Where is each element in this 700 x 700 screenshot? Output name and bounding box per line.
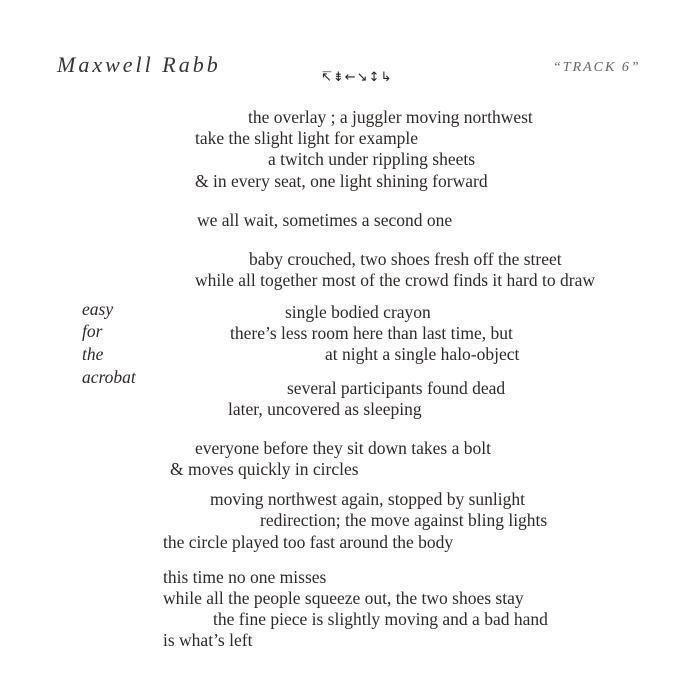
- poem-line: the circle played too fast around the body: [163, 532, 454, 552]
- poem-line: redirection; the move against bling lights: [260, 510, 548, 530]
- poem-line: baby crouched, two shoes fresh off the street: [249, 249, 562, 269]
- poem-line: we all wait, sometimes a second one: [197, 210, 453, 230]
- poem-line: is what’s left: [163, 630, 253, 650]
- poem-line: while all the people squeeze out, the two shoes stay: [163, 588, 524, 608]
- poem-line: the fine piece is slightly moving and a bad hand: [213, 609, 548, 629]
- track-label: “TRACK 6”: [553, 60, 641, 75]
- poem-line: single bodied crayon: [285, 302, 431, 322]
- poem-line: several participants found dead: [287, 378, 506, 398]
- side-title-word: the: [82, 344, 104, 364]
- side-title-word: acrobat: [82, 367, 136, 387]
- poem-line: take the slight light for example: [195, 128, 419, 148]
- side-title-word: easy: [82, 299, 114, 319]
- poem-line: the overlay ; a juggler moving northwest: [248, 107, 533, 127]
- poem-line: & in every seat, one light shining forward: [195, 171, 488, 191]
- poem-line: later, uncovered as sleeping: [228, 399, 422, 419]
- poem-line: & moves quickly in circles: [170, 459, 359, 479]
- poem-line: at night a single halo-object: [325, 344, 520, 364]
- poem-line: while all together most of the crowd finds it hard to draw: [195, 270, 595, 290]
- arrow-glyphs-icon: ↸⇟←↘↕↳: [321, 70, 393, 85]
- poem-line: moving northwest again, stopped by sunlight: [210, 489, 525, 509]
- poem-line: a twitch under rippling sheets: [268, 149, 476, 169]
- poem-line: everyone before they sit down takes a bolt: [195, 438, 491, 458]
- poem-line: this time no one misses: [163, 567, 327, 587]
- side-title-word: for: [82, 321, 103, 341]
- poem-line: there’s less room here than last time, but: [230, 323, 513, 343]
- author-name: Maxwell Rabb: [57, 52, 221, 77]
